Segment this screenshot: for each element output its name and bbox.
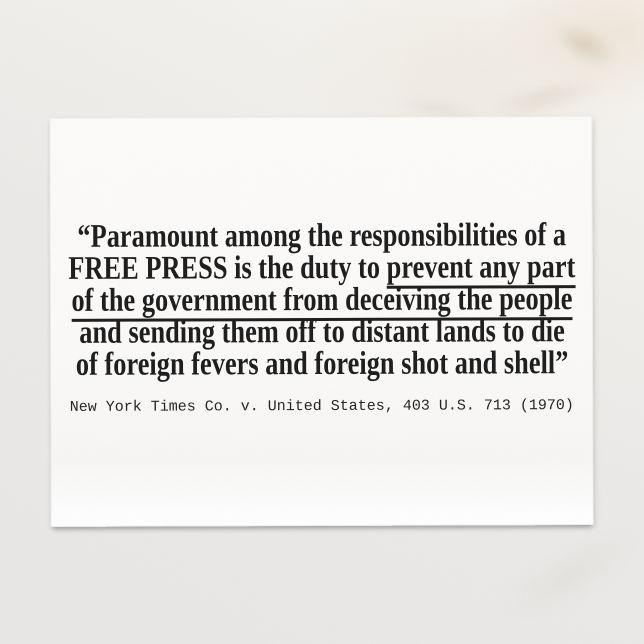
quote-line-2-text: FREE PRESS is the duty to [67,249,387,287]
quote-line-3-underlined-text: of the government from deceiving the people [71,281,572,322]
quote-line-2 [68,251,575,285]
quote-line-4-text: and sending them off to distant lands to die [78,313,565,351]
marble-vein [534,4,635,87]
quote-line-5 [75,347,568,381]
quote-text [68,219,576,381]
quote-line-3 [71,283,572,317]
postcard [49,116,593,527]
citation-text: New York Times Co. v. United States, 403 U.S. 713 (1970) [69,397,574,416]
quote-line-1-text: “Paramount among the responsibilities of a [76,217,566,255]
quote-line-4 [79,315,565,349]
quote-line-1 [77,219,566,253]
quote-line-5-text: of foreign fevers and foreign shot and shell” [75,345,568,383]
quote-line-2-underlined-text: prevent any part [386,249,575,289]
